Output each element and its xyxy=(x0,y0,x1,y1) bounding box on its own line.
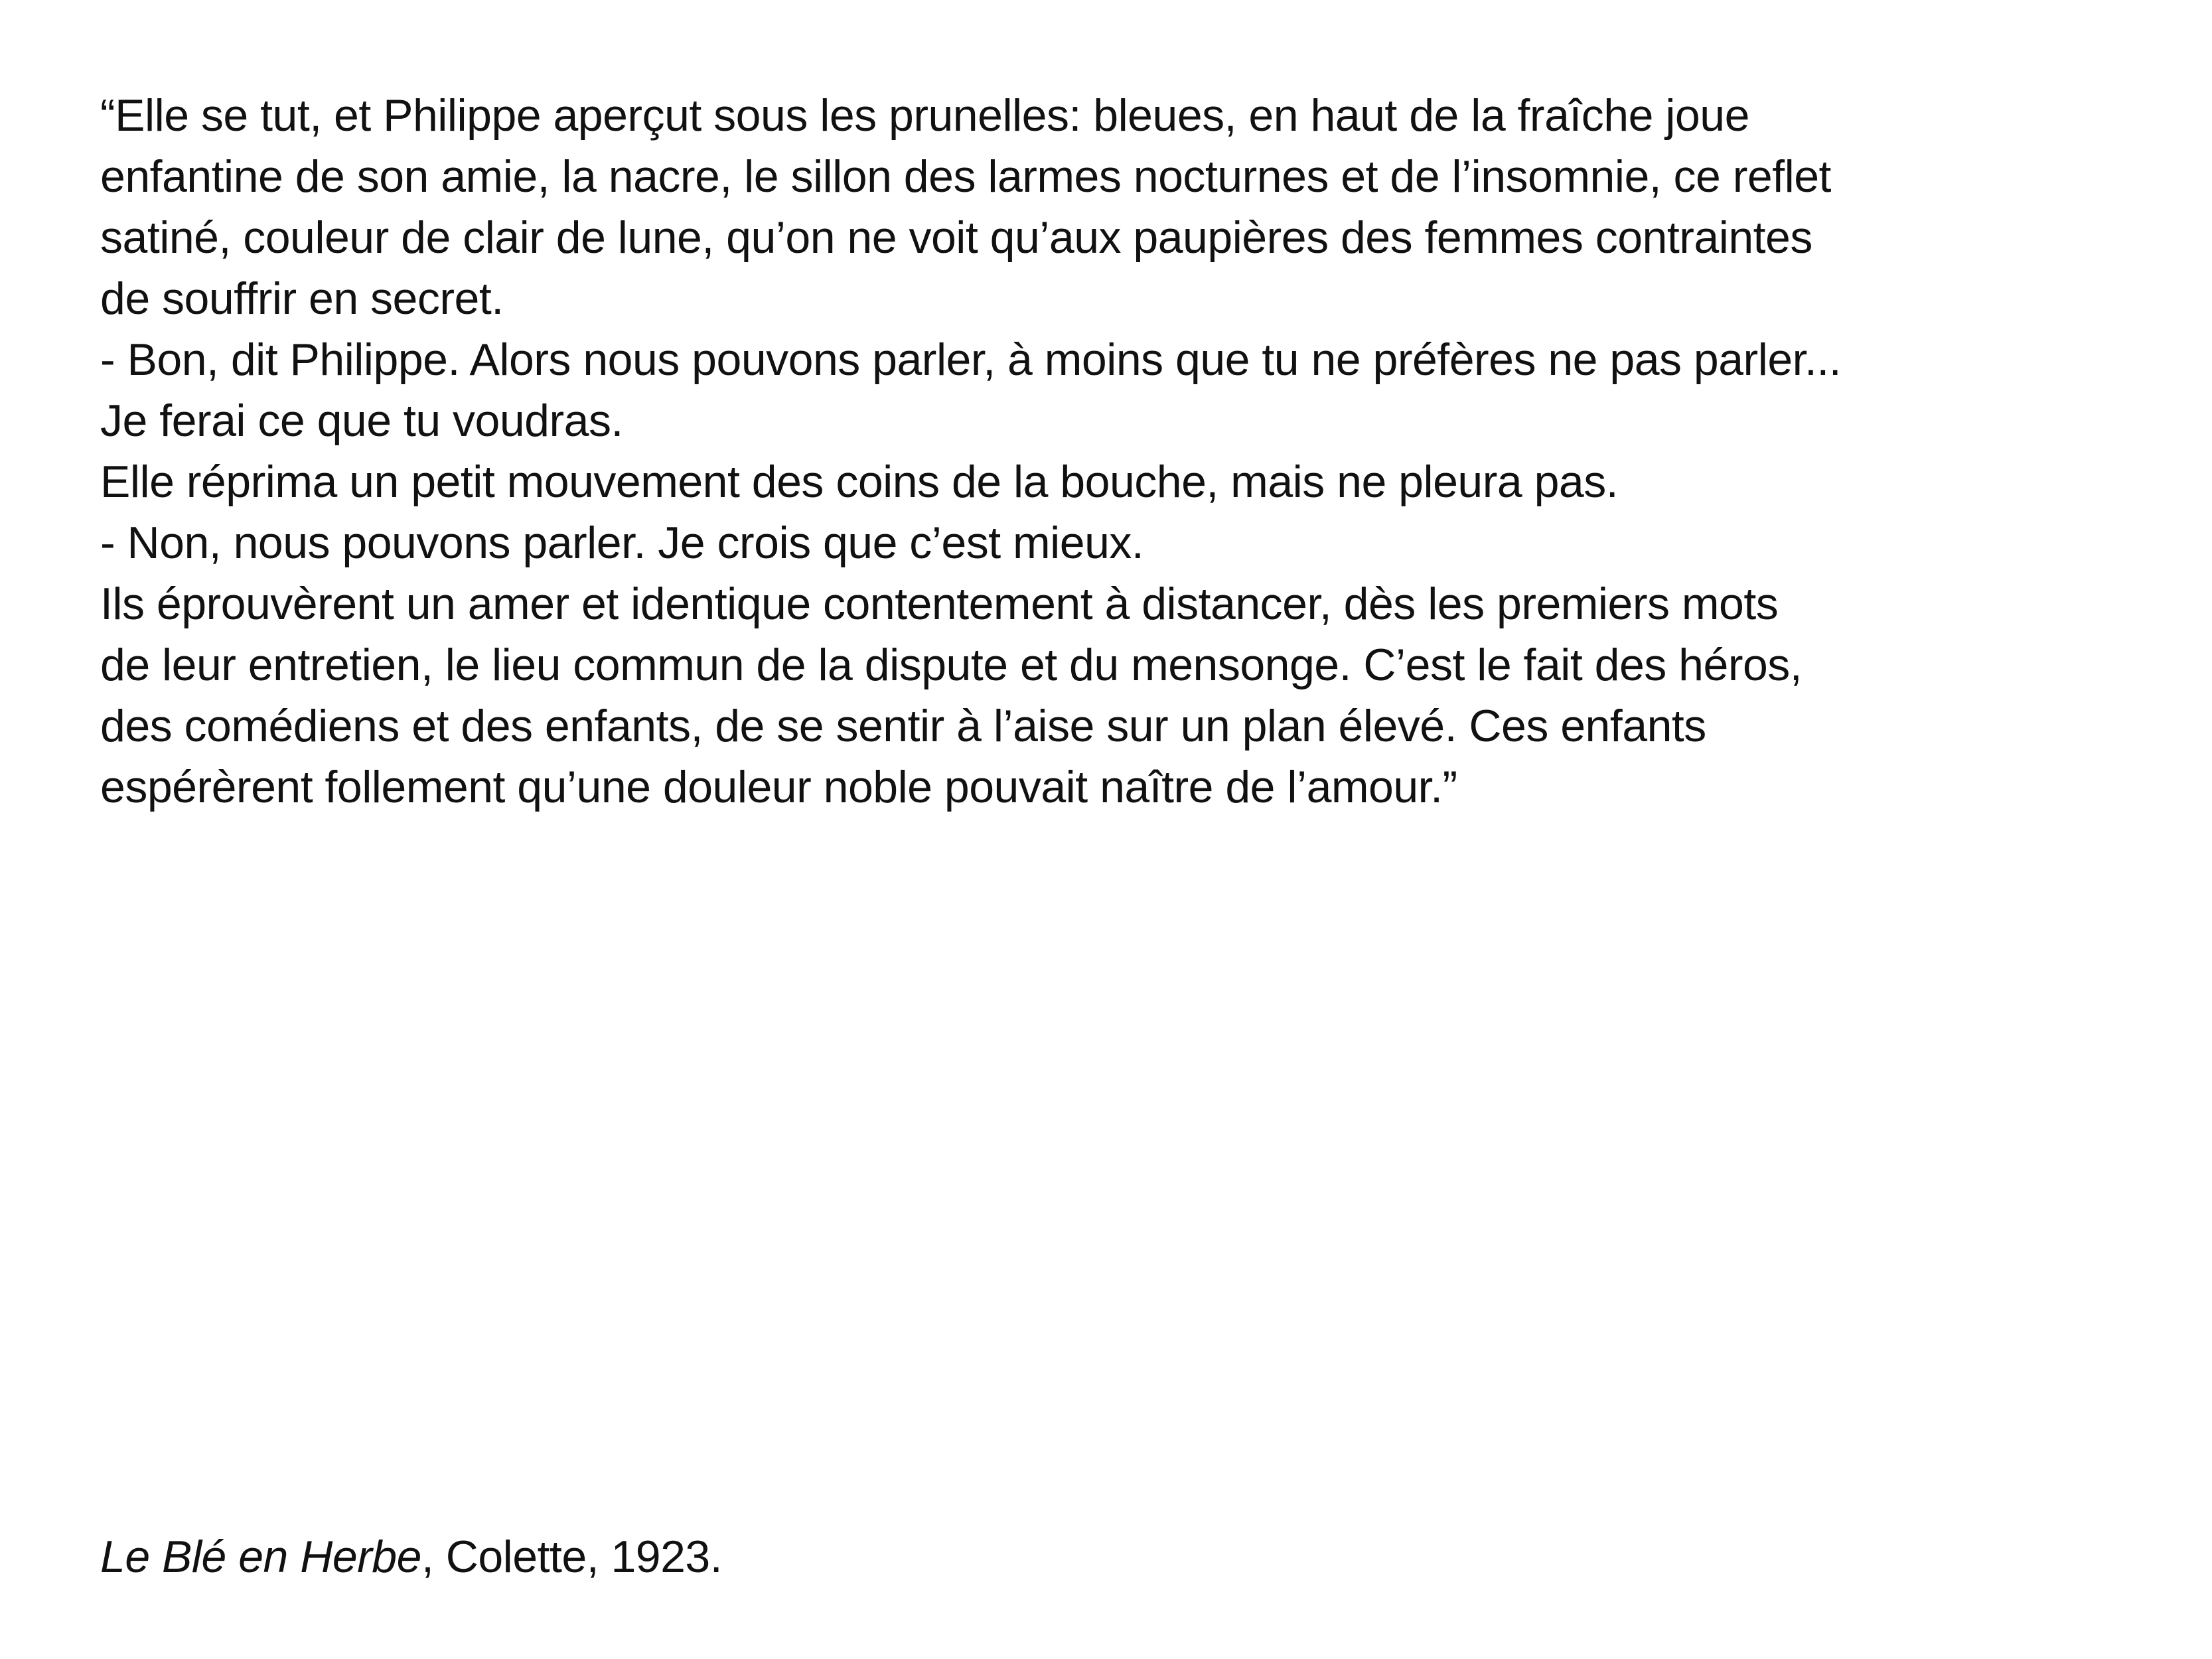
citation-author-year: , Colette, 1923. xyxy=(421,1532,723,1582)
quote-line: satiné, couleur de clair de lune, qu’on ne voit qu’aux paupières des femmes contraintes xyxy=(100,212,1812,263)
quote-line: Je ferai ce que tu voudras. xyxy=(100,396,623,446)
quote-line: enfantine de son amie, la nacre, le sillon des larmes nocturnes et de l’insomnie, ce reflet xyxy=(100,151,1831,202)
quote-line: - Non, nous pouvons parler. Je crois que c’est mieux. xyxy=(100,518,1144,568)
citation xyxy=(100,1526,722,1587)
quote-line: des comédiens et des enfants, de se sentir à l’aise sur un plan élevé. Ces enfants xyxy=(100,701,1706,751)
quote-line: de souffrir en secret. xyxy=(100,273,504,324)
quote-block xyxy=(100,85,2104,818)
quote-line: Ils éprouvèrent un amer et identique contentement à distancer, dès les premiers mots xyxy=(100,579,1779,629)
quote-line: de leur entretien, le lieu commun de la dispute et du mensonge. C’est le fait des héros, xyxy=(100,640,1803,690)
quote-line: - Bon, dit Philippe. Alors nous pouvons parler, à moins que tu ne préfères ne pas parler... xyxy=(100,334,1842,385)
quote-line: Elle réprima un petit mouvement des coins de la bouche, mais ne pleura pas. xyxy=(100,457,1619,507)
quote-line: espérèrent follement qu’une douleur noble pouvait naître de l’amour.” xyxy=(100,762,1457,812)
quote-line: “Elle se tut, et Philippe aperçut sous les prunelles: bleues, en haut de la fraîche joue xyxy=(100,90,1749,141)
book-title: Le Blé en Herbe xyxy=(100,1532,421,1582)
